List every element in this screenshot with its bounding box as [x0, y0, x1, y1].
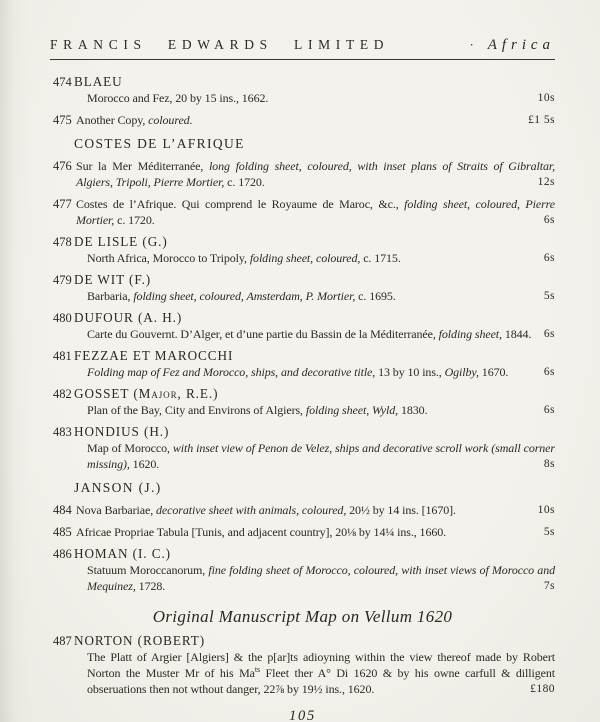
description-segment: 1830.	[398, 403, 428, 417]
entry-description	[87, 326, 555, 342]
catalog-entry-475	[50, 112, 555, 128]
description-italic-segment: decorative sheet with animals, coloured,	[156, 503, 347, 517]
entry-author-heading: FEZZAE ET MAROCCHI	[74, 348, 234, 363]
catalog-entry-480	[50, 310, 555, 342]
entry-number: 486	[53, 547, 72, 561]
entry-number: 475	[53, 113, 72, 127]
description-segment: c. 1695.	[355, 289, 396, 303]
entry-price: £180	[530, 683, 555, 695]
entry-description	[87, 649, 555, 697]
page-header	[50, 36, 555, 54]
description-segment: Statuum Moroccanorum,	[87, 563, 209, 577]
catalog-entry-479	[50, 272, 555, 304]
description-italic-segment: long folding sheet, coloured, with inset plans of Straits of Gibraltar, Algiers, Tripoli, Pierre Mortier,	[76, 159, 555, 189]
description-segment: Carte du Gouvernt. D’Alger, et d’une partie du Bassin de la Méditerranée,	[87, 327, 439, 341]
entry-number: 478	[53, 235, 72, 249]
group-heading: JANSON (J.)	[74, 480, 162, 495]
entry-author-heading: DE LISLE (G.)	[74, 234, 168, 249]
entry-price: 6s	[543, 252, 555, 264]
entry-author-heading: HOMAN (I. C.)	[74, 546, 171, 561]
entry-author-heading: BLAEU	[74, 74, 123, 89]
catalog-entry-482	[50, 386, 555, 418]
entry-number: 482	[53, 387, 72, 401]
entry-price: 12s	[537, 176, 555, 188]
description-segment: Map of Morocco,	[87, 441, 173, 455]
description-italic-segment: folding sheet, coloured, Pierre Mortier,	[76, 197, 556, 227]
description-segment: Plan of the Bay, City and Environs of Algiers,	[87, 403, 306, 417]
entry-number: 477	[53, 197, 72, 211]
entry-number: 484	[53, 503, 72, 517]
entry-description	[87, 364, 555, 380]
entry-number: 485	[53, 525, 72, 539]
entry-author-heading: HONDIUS (H.)	[74, 424, 170, 439]
entry-price: 8s	[543, 458, 555, 470]
entry-price: 5s	[543, 526, 555, 538]
catalog-entry-483	[50, 424, 555, 472]
header-company: FRANCIS EDWARDS LIMITED	[50, 37, 390, 52]
description-segment: Africae Propriae Tabula [Tunis, and adjacent country], 20⅛ by 14¼ ins., 1660.	[76, 525, 447, 539]
page-number: 105	[289, 708, 316, 722]
description-italic-segment: folding sheet, coloured, Amsterdam, P. Mortier,	[133, 289, 356, 303]
description-segment: Sur la Mer Méditerranée,	[76, 159, 209, 173]
description-segment: c. 1715.	[360, 251, 401, 265]
description-segment: Another Copy,	[76, 113, 149, 127]
entry-author-heading: DE WIT (F.)	[74, 272, 152, 287]
entry-price: 6s	[543, 328, 555, 340]
entry-price: 10s	[537, 504, 555, 516]
description-italic-segment: folding sheet, coloured,	[249, 251, 361, 265]
entry-description	[87, 562, 555, 594]
description-segment: 20½ by 14 ins. [1670].	[346, 503, 456, 517]
section-heading: Original Manuscript Map on Vellum 1620	[152, 607, 453, 626]
group-heading: COSTES DE L’AFRIQUE	[74, 136, 245, 151]
header-separator: ·	[469, 37, 474, 52]
entry-number: 479	[53, 273, 72, 287]
entry-price: £1 5s	[528, 114, 555, 126]
entry-number: 480	[53, 311, 72, 325]
entry-description	[87, 402, 555, 418]
header-rule	[50, 59, 555, 60]
entry-author-heading: NORTON (ROBERT)	[74, 633, 206, 648]
description-segment: The Platt of Argier [Algiers] & the p[ar]ts adioyning within the view thereof made by Robert Norton the Muster Mr of his Ma	[87, 650, 555, 680]
description-segment: Barbaria,	[87, 289, 134, 303]
description-italic-segment: Folding map of Fez and Morocco, ships, and decorative title,	[87, 365, 376, 379]
description-segment: c. 1720.	[224, 175, 265, 189]
entry-description	[76, 196, 555, 228]
header-region-group	[469, 36, 555, 54]
entry-author-heading: DUFOUR (A. H.)	[74, 310, 183, 325]
entry-number: 476	[53, 159, 72, 173]
catalog-entry-484	[50, 502, 555, 518]
entry-description	[76, 502, 555, 518]
description-italic-segment: fine folding sheet of Morocco, coloured, with inset views of Morocco and Mequinez,	[87, 563, 555, 593]
description-italic-segment: coloured.	[148, 113, 193, 127]
description-italic-segment: folding sheet, Wyld,	[305, 403, 399, 417]
header-region: Africa	[487, 37, 555, 53]
catalog-entry-478	[50, 234, 555, 266]
description-segment: ts	[254, 665, 261, 674]
description-segment: 1670.	[478, 365, 509, 379]
description-segment: c. 1720.	[114, 213, 155, 227]
description-segment: 1844.	[501, 327, 532, 341]
entry-price: 6s	[543, 214, 555, 226]
description-segment: 1620.	[129, 457, 160, 471]
entry-description	[87, 288, 555, 304]
entry-description	[87, 250, 555, 266]
catalog-entry-476	[50, 158, 555, 190]
catalog-entry-474	[50, 74, 555, 106]
catalog-entry-481	[50, 348, 555, 380]
entry-price: 6s	[543, 366, 555, 378]
entry-description	[76, 524, 555, 540]
entry-description	[87, 440, 555, 472]
description-segment: 1728.	[135, 579, 166, 593]
description-italic-segment: with inset view of Penon de Velez, ships and decorative scroll work (small corner missing),	[87, 441, 555, 471]
description-segment: North Africa, Morocco to Tripoly,	[87, 251, 250, 265]
description-segment: Costes de l’Afrique. Qui comprend le Royaume de Maroc, &c.,	[76, 197, 405, 211]
entry-price: 6s	[543, 404, 555, 416]
description-segment: 13 by 10 ins.,	[375, 365, 445, 379]
catalog-entry-485	[50, 524, 555, 540]
catalog-entry-486	[50, 546, 555, 594]
catalog-entry-477	[50, 196, 555, 228]
entry-description	[76, 112, 555, 128]
entry-number: 474	[53, 75, 72, 89]
description-italic-segment: Ogilby,	[444, 365, 479, 379]
catalog-entry-487	[50, 633, 555, 697]
entry-description	[87, 90, 555, 106]
description-segment: Morocco and Fez, 20 by 15 ins., 1662.	[87, 91, 269, 105]
entry-description	[76, 158, 555, 190]
entry-price: 5s	[543, 290, 555, 302]
entry-author-heading: GOSSET (Major, R.E.)	[74, 386, 219, 401]
description-segment: Fleet ther A° Di 1620 & by his owne carfull & dilligent obseruations then not wthout danger, 22⅞ by 19½ ins., 1620.	[87, 666, 555, 696]
entry-number: 487	[53, 634, 72, 648]
entries	[50, 74, 555, 697]
description-italic-segment: folding sheet,	[438, 327, 502, 341]
description-segment: Nova Barbariae,	[76, 503, 157, 517]
entry-price: 7s	[543, 580, 555, 592]
entry-price: 10s	[537, 92, 555, 104]
entry-number: 481	[53, 349, 72, 363]
entry-number: 483	[53, 425, 72, 439]
